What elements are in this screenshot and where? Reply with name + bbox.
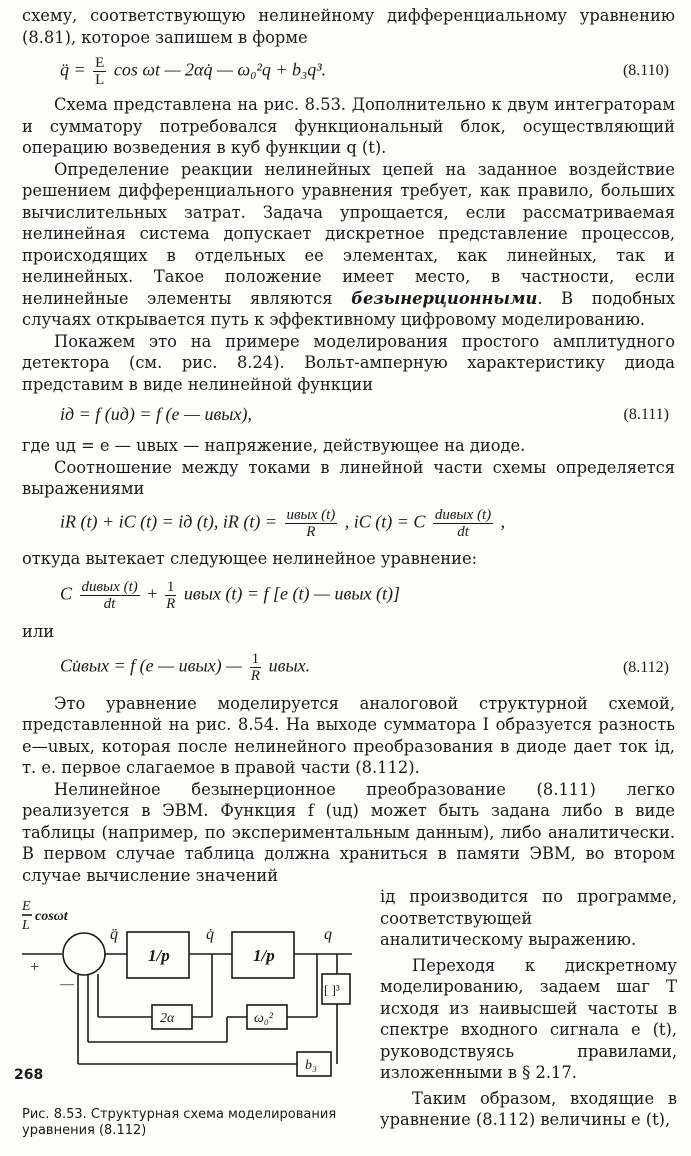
fraction: $\frac{\text{duвых (t)}}{dt}$ (434, 507, 492, 540)
block-diagram (22, 892, 352, 1097)
equation-number: (8.110) (622, 62, 669, 80)
paragraph: Определение реакции нелинейных цепей на заданное воздействие решением дифференциального уравнения требует, как правило, больших вычислительных затрат. Задача упрощается, если рассматриваемая нелинейная система допускает дискретное представление процессов, происходящих в отдельных ее элементах, как линейных, так и нелинейных. Такое положение имеет место, в частности, если нелинейные элементы являются безынерционными. В подобных случаях открывается путь к эффективному цифровому моделированию. (22, 159, 675, 329)
label-qdd: q̈ (110, 926, 118, 943)
equation-8-110 (22, 48, 675, 94)
label-q: q (324, 926, 332, 943)
figure-caption: Рис. 8.53. Структурная схема моделирования уравнения (8.112) (22, 1106, 337, 1138)
equation-number: (8.112) (622, 658, 669, 676)
figure-8-53 (22, 892, 352, 1139)
minus-sign: — (60, 977, 74, 992)
paragraph: Таким образом, входящие в уравнение (8.112) величины e (t), (380, 1088, 677, 1129)
eq-lhs: q̈ = (60, 59, 86, 80)
page-number: 268 (14, 1066, 44, 1083)
fraction: $\frac{\text{duвых (t)}}{dt}$ (81, 578, 138, 612)
block-omega-label: ω₀² (254, 1011, 273, 1026)
block-cube-label: [ ]³ (324, 982, 340, 997)
equation-nonlinear: C $\frac{\text{duвых (t)}}{dt}$ + $\frac{1}{R}$ uвых (t) = f [e (t) — uвых (t)] (60, 578, 401, 612)
paragraph: схему, соответствующую нелинейному дифференциальному уравнению (8.81), которое запишем в форме (22, 6, 675, 47)
fraction: $\frac{1}{R}$ (250, 651, 260, 684)
emphasis: безынерционными (351, 288, 538, 308)
fraction: $\frac{E}{L}$ (95, 54, 105, 88)
paragraph: Нелинейное безынерционное преобразование (8.111) легко реализуется в ЭВМ. Функция f (uд) может быть задана либо в виде таблицы (например, по экспериментальным данным), либо аналитически. В первом случае таблица должна храниться в памяти ЭВМ, во втором случае вычисление значений (22, 779, 675, 885)
block-b3-label: b₃ (305, 1058, 317, 1073)
paragraph: или (22, 622, 55, 641)
eq-rhs: cos ωt — 2αq̇ — ω₀²q + b₃q³. (113, 59, 327, 80)
integrator-1-label: 1/p (148, 946, 170, 965)
label-qd: q̇ (206, 926, 214, 943)
equation-number: (8.111) (623, 406, 669, 424)
input-den: L (22, 918, 30, 933)
input-num: E (22, 899, 31, 914)
paragraph: Соотношение между токами в линейной части схемы определяется выражениями (22, 457, 675, 498)
paragraph: откуда вытекает следующее нелинейное уравнение: (22, 548, 478, 568)
wrapped-text (372, 886, 677, 1131)
block-2alpha-label: 2α (160, 1011, 175, 1026)
paragraph: где uд = e — uвых — напряжение, действующее на диоде. (22, 436, 526, 455)
fraction: $\frac{\text{uвых (t)}}{R}$ (286, 507, 336, 540)
paragraph: Схема представлена на рис. 8.53. Дополнительно к двум интеграторам и сумматору потребовался функциональный блок, осуществляющий операцию возведения в куб функции q (t). (22, 95, 675, 157)
paragraph: Переходя к дискретному моделированию, задаем шаг T исходя из наивысшей частоты в спектре входного сигнала e (t), руководствуясь правилами, изложенными в § 2.17. (380, 955, 677, 1082)
plus-sign: + (30, 959, 40, 976)
integrator-2-label: 1/p (253, 946, 275, 965)
paragraph: Покажем это на примере моделирования простого амплитудного детектора (см. рис. 8.24). Вольт-амперную характеристику диода представим в виде нелинейной функции (22, 331, 675, 394)
paragraph: iд производится по программе, соответствующей аналитическому выражению. (380, 887, 677, 949)
fraction: $\frac{1}{R}$ (166, 578, 176, 612)
equation-8-112: Cu̇вых = f (e — uвых) — $\frac{1}{R}$ uвых. (8.112) (60, 651, 669, 684)
equation-currents: iR (t) + iC (t) = iд (t), iR (t) = $\frac{\text{uвых (t)}}{R}$ , iC (t) = C $\frac{\text{duвых (t)}}{dt}$ , (60, 507, 506, 540)
input-signal: cosωt (35, 909, 68, 924)
paragraph: Это уравнение моделируется аналоговой структурной схемой, представленной на рис. 8.54. На выходе сумматора I образуется разность e—uвых, которая после нелинейного преобразования в диоде дает ток iд, т. е. первое слагаемое в правой части (8.112). (22, 693, 675, 777)
equation-8-111: iд = f (uд) = f (e — uвых), (8.111) (60, 404, 669, 425)
summator (63, 933, 105, 975)
figure-row (22, 886, 675, 1156)
